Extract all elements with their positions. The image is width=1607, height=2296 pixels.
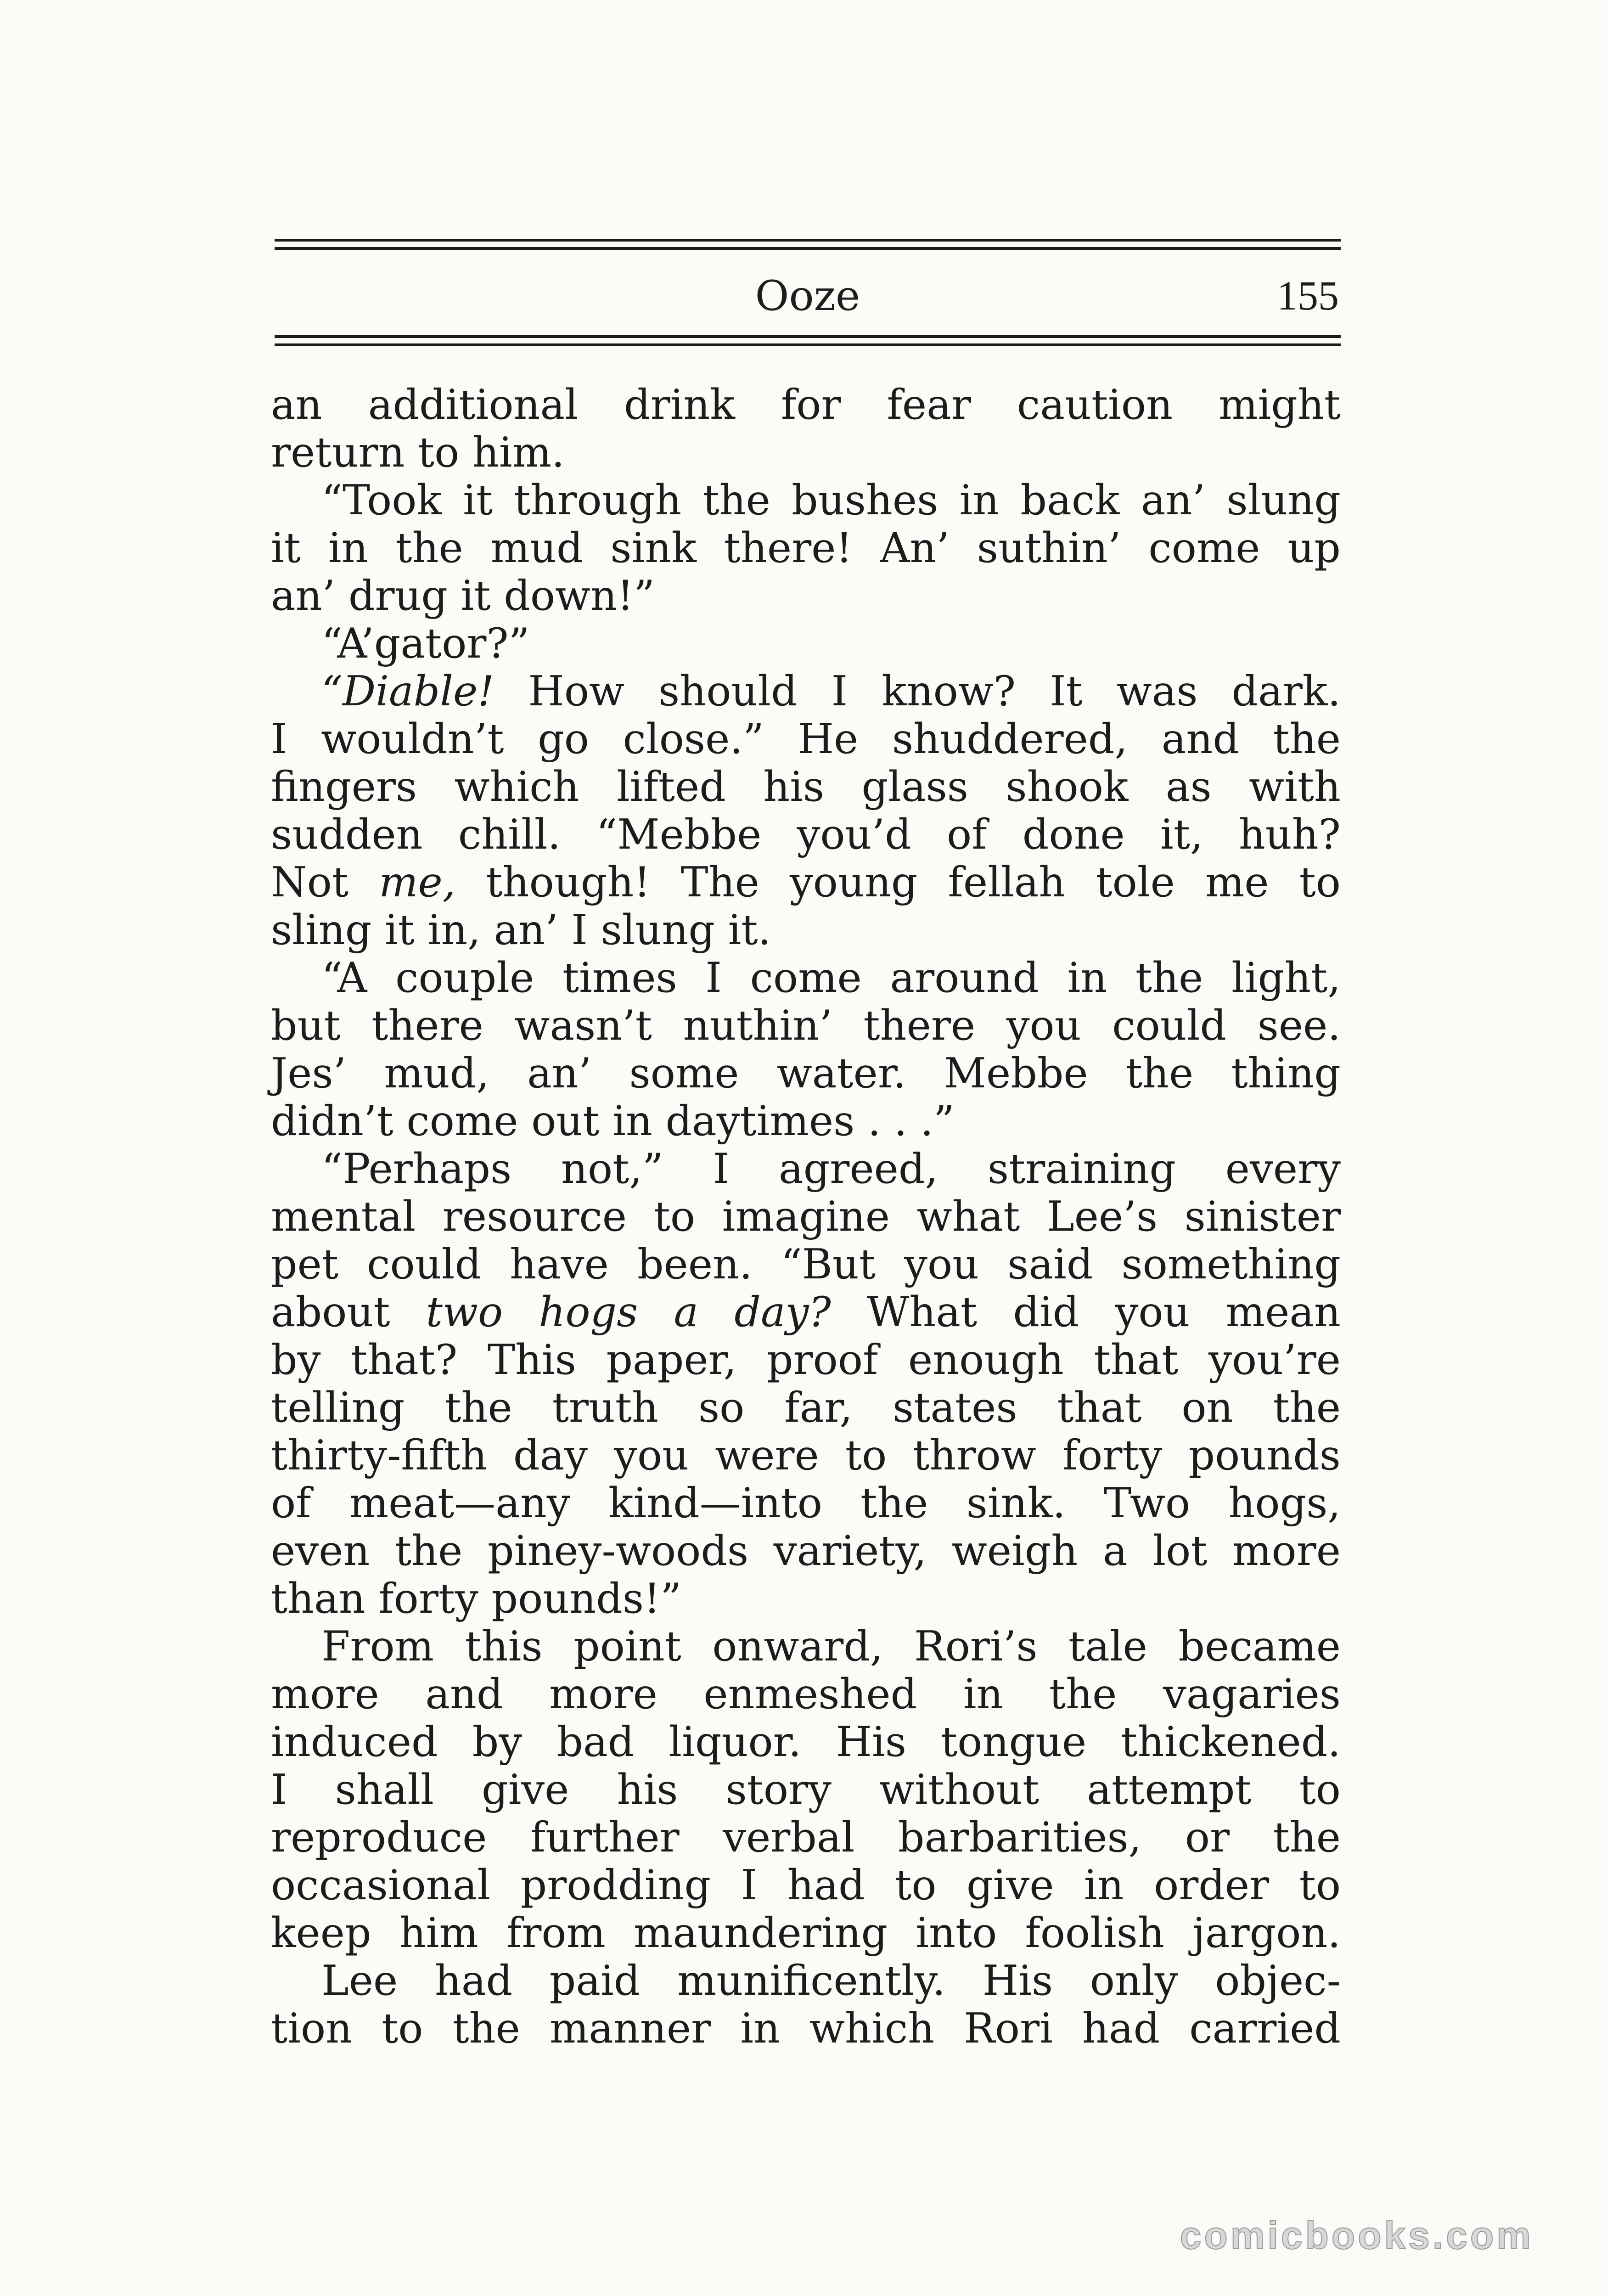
text-line: induced by bad liquor. His tongue thickened. — [271, 1718, 1341, 1766]
rule-line — [275, 239, 1341, 242]
text-line: return to him. — [271, 428, 565, 477]
text-line: it in the mud sink there! An’ suthin’ come up — [271, 524, 1341, 572]
italic-text: me, — [379, 858, 456, 906]
text-line: about two hogs a day? What did you mean — [271, 1288, 1341, 1336]
text-line: “Diable! How should I know? It was dark. — [321, 667, 1341, 715]
text-line: pet could have been. “But you said something — [271, 1240, 1341, 1289]
text-line: even the piney-woods variety, weigh a lot more — [271, 1527, 1341, 1575]
header-rules-bottom — [275, 335, 1341, 354]
running-title: Ooze — [755, 272, 860, 320]
text-line: I wouldn’t go close.” He shuddered, and the — [271, 715, 1341, 763]
italic-text: two hogs a day? — [426, 1288, 831, 1336]
text-line: Lee had paid munificently. His only objec- — [321, 1957, 1341, 2005]
text-line: Not me, though! The young fellah tole me to — [271, 858, 1341, 906]
text-line: thirty-fifth day you were to throw forty pounds — [271, 1431, 1341, 1480]
text-line: From this point onward, Rori’s tale became — [321, 1622, 1341, 1671]
text-line: tion to the manner in which Rori had carried — [271, 2004, 1341, 2053]
text-line: reproduce further verbal barbarities, or the — [271, 1813, 1341, 1862]
text-line: didn’t come out in daytimes . . .” — [271, 1097, 955, 1145]
text-line: an additional drink for fear caution might — [271, 381, 1341, 429]
text-line: “Perhaps not,” I agreed, straining every — [321, 1145, 1341, 1193]
text-line: but there wasn’t nuthin’ there you could see. — [271, 1002, 1341, 1050]
text-line: sling it in, an’ I slung it. — [271, 906, 771, 954]
page-number: 155 — [1277, 273, 1339, 319]
text-line: mental resource to imagine what Lee’s sinister — [271, 1193, 1341, 1241]
text-line: fingers which lifted his glass shook as with — [271, 763, 1341, 811]
text-line: keep him from maundering into foolish jargon. — [271, 1909, 1341, 1957]
text-line: an’ drug it down!” — [271, 572, 655, 620]
rule-line — [275, 343, 1341, 346]
text-line: Jes’ mud, an’ some water. Mebbe the thing — [271, 1049, 1341, 1097]
text-line: “Took it through the bushes in back an’ slung — [321, 476, 1341, 524]
text-line: occasional prodding I had to give in order to — [271, 1861, 1341, 1909]
text-line: than forty pounds!” — [271, 1575, 682, 1623]
rule-line — [275, 247, 1341, 250]
watermark: comicbooks.com — [1180, 2214, 1534, 2257]
text-line: telling the truth so far, states that on the — [271, 1384, 1341, 1432]
text-line: “A’gator?” — [321, 619, 530, 668]
text-line: sudden chill. “Mebbe you’d of done it, huh? — [271, 810, 1341, 859]
running-head — [275, 266, 1341, 326]
italic-text: “Diable! — [321, 667, 494, 715]
text-line: of meat—any kind—into the sink. Two hogs, — [271, 1479, 1341, 1527]
text-line: “A couple times I come around in the light, — [321, 954, 1341, 1002]
text-line: by that? This paper, proof enough that you’re — [271, 1336, 1341, 1384]
text-line: I shall give his story without attempt to — [271, 1766, 1341, 1814]
text-line: more and more enmeshed in the vagaries — [271, 1670, 1341, 1718]
header-rules-top — [275, 239, 1341, 257]
rule-line — [275, 335, 1341, 338]
